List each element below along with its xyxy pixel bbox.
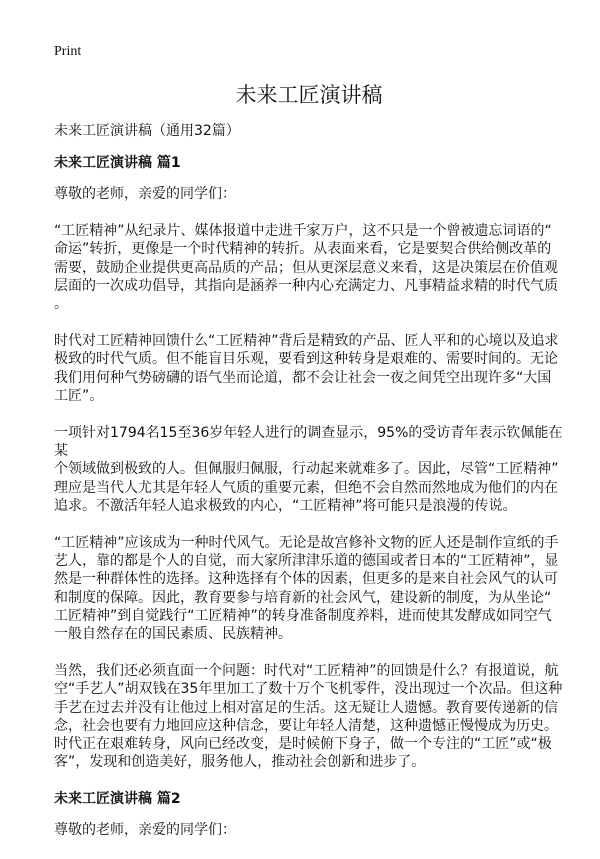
paragraph-line: 艺人，靠的都是个人的自觉，而大家所津津乐道的德国或者日本的“工匠精神”，显 xyxy=(54,553,559,570)
paragraph-line: 追求。不激活年轻人追求极致的内心，“工匠精神”将可能只是浪漫的传说。 xyxy=(54,497,517,514)
paragraph-line: 需要，鼓励企业提供更高品质的产品；但从更深层意义来看，这是决策层在价值观 xyxy=(54,259,558,276)
section-heading: 未来工匠演讲稿 篇2 xyxy=(54,791,181,808)
paragraph-line: 我们用何种气势磅礴的语气坐而论道，都不会让社会一夜之间凭空出现许多“大国 xyxy=(54,369,552,386)
paragraph-line: 时代正在艰难转身，风向已经改变，是时候俯下身子，做一个专注的“工匠”或“极 xyxy=(54,736,552,753)
paragraph xyxy=(54,424,564,515)
print-link[interactable]: Print xyxy=(54,44,82,59)
greeting: 尊敬的老师，亲爱的同学们： xyxy=(54,186,236,202)
paragraph xyxy=(54,534,564,643)
greeting: 尊敬的老师，亲爱的同学们： xyxy=(54,822,236,839)
paragraph-line: 工匠精神”到自觉践行“工匠精神”的转身准备制度养料，进而使其发酵成如同空气 xyxy=(54,607,552,624)
paragraph-line: 手艺在过去并没有让他过上相对富足的生活。这无疑让人遗憾。教育要传递新的信 xyxy=(54,699,558,716)
paragraph-line: 时代对工匠精神回馈什么“工匠精神”背后是精致的产品、匠人平和的心境以及追求 xyxy=(54,333,559,350)
document-page xyxy=(54,44,564,859)
paragraph-line: 层面的一次成功倡导，其指向是涵养一种内心充满定力、凡事精益求精的时代气质 xyxy=(54,277,558,294)
paragraph-line: 。 xyxy=(54,296,68,313)
paragraph-line: “工匠精神”从纪录片、媒体报道中走进千家万户，这不只是一个曾被遗忘词语的“ xyxy=(54,223,552,240)
paragraph-line: 空“手艺人”胡双钱在35年里加工了数十万个飞机零件，没出现过一个次品。但这种 xyxy=(54,681,563,698)
document-title: 未来工匠演讲稿 xyxy=(235,83,383,107)
paragraph-line: 然是一种群体性的选择。这种选择有个体的因素，但更多的是来自社会风气的认可 xyxy=(54,571,558,588)
sections xyxy=(54,154,564,840)
paragraph-line: 当然，我们还必须直面一个问题：时代对“工匠精神”的回馈是什么？有报道说，航 xyxy=(54,663,559,680)
section-heading: 未来工匠演讲稿 篇1 xyxy=(54,155,181,171)
paragraph-line: 一项针对1794名15至36岁年轻人进行的调查显示，95%的受访青年表示钦佩能在某 xyxy=(54,425,563,460)
paragraph xyxy=(54,332,564,405)
paragraph-line: “工匠精神”应该成为一种时代风气。无论是故宫修补文物的匠人还是制作宣纸的手 xyxy=(54,535,559,552)
paragraph-line: 个领域做到极致的人。但佩服归佩服，行动起来就难多了。因此，尽管“工匠精神” xyxy=(54,461,559,478)
paragraph-line: 一般自然存在的国民素质、民族精神。 xyxy=(54,626,292,643)
paragraph-line: 和制度的保障。因此，教育要参与培育新的社会风气，建设新的制度，为从坐论“ xyxy=(54,589,552,606)
paragraph-line: 理应是当代人尤其是年轻人气质的重要元素，但绝不会自然而然地成为他们的内在 xyxy=(54,479,558,496)
paragraph-line: 命运”转折，更像是一个时代精神的转折。从表面来看，它是要契合供给侧改革的 xyxy=(54,241,552,258)
paragraph-line: 工匠”。 xyxy=(54,387,104,404)
paragraph xyxy=(54,222,564,313)
document-subtitle: 未来工匠演讲稿（通用32篇） xyxy=(54,123,240,139)
paragraph-line: 客”，发现和创造美好，服务他人，推动社会创新和进步了。 xyxy=(54,754,426,771)
paragraph xyxy=(54,662,564,771)
paragraph-line: 念，社会也要有力地回应这种信念，要让年轻人清楚，这种遗憾正慢慢成为历史。 xyxy=(54,717,558,734)
paragraph-line: 极致的时代气质。但不能盲目乐观，要看到这种转身是艰难的、需要时间的。无论 xyxy=(54,351,558,368)
